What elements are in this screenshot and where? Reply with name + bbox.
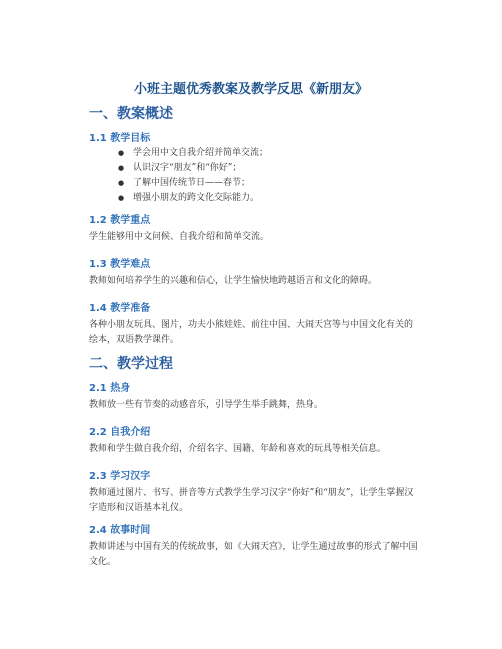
bullet-icon: ●	[118, 164, 125, 172]
subsection-heading-preparation: 1.4 教学准备	[89, 303, 151, 314]
subsection-heading-warmup: 2.1 热身	[89, 383, 131, 394]
subsection-heading-story: 2.4 故事时间	[89, 525, 151, 536]
subsection-heading-goals: 1.1 教学目标	[89, 133, 151, 144]
subsection-heading-introduction: 2.2 自我介绍	[89, 427, 151, 438]
subsection-heading-difficulties: 1.3 教学难点	[89, 259, 151, 270]
subsection-heading-key-points: 1.2 教学重点	[89, 215, 151, 226]
paragraph: 学生能够用中文问候、自我介绍和简单交流。	[89, 232, 270, 242]
list-item: ● 认识汉字“朋友”和“你好”；	[118, 161, 268, 176]
list-item: ● 学会用中文自我介绍并简单交流；	[118, 146, 268, 161]
subsection-heading-characters: 2.3 学习汉字	[89, 471, 151, 482]
bullet-icon: ●	[118, 179, 125, 187]
bullet-icon: ●	[118, 194, 125, 202]
list-item: ● 增强小朋友的跨文化交际能力。	[118, 191, 268, 206]
paragraph: 教师通过图片、书写、拼音等方式教学生学习汉字“你好”和“朋友”，让学生掌握汉字造形和汉语基本礼仪。	[89, 488, 414, 513]
section-heading-overview: 一、教案概述	[89, 106, 173, 122]
document-title: 小班主题优秀教案及教学反思《新朋友》	[133, 82, 368, 97]
paragraph: 教师讲述与中国有关的传统故事，如《大闹天宫》，让学生通过故事的形式了解中国文化。	[89, 542, 418, 567]
paragraph: 教师和学生做自我介绍，介绍名字、国籍、年龄和喜欢的玩具等相关信息。	[89, 444, 387, 454]
paragraph: 教师如何培养学生的兴趣和信心，让学生愉快地跨越语言和文化的障碍。	[89, 276, 378, 286]
paragraph: 各种小朋友玩具、图片，功夫小熊娃娃、前往中国、大闹天宫等与中国文化有关的绘本，双语教学课件。	[89, 320, 414, 345]
bullet-icon: ●	[118, 149, 125, 157]
section-heading-process: 二、教学过程	[89, 356, 173, 372]
goals-list	[118, 146, 268, 206]
list-item: ● 了解中国传统节日——春节；	[118, 176, 268, 191]
paragraph: 教师放一些有节奏的动感音乐，引导学生举手跳舞，热身。	[89, 400, 324, 410]
